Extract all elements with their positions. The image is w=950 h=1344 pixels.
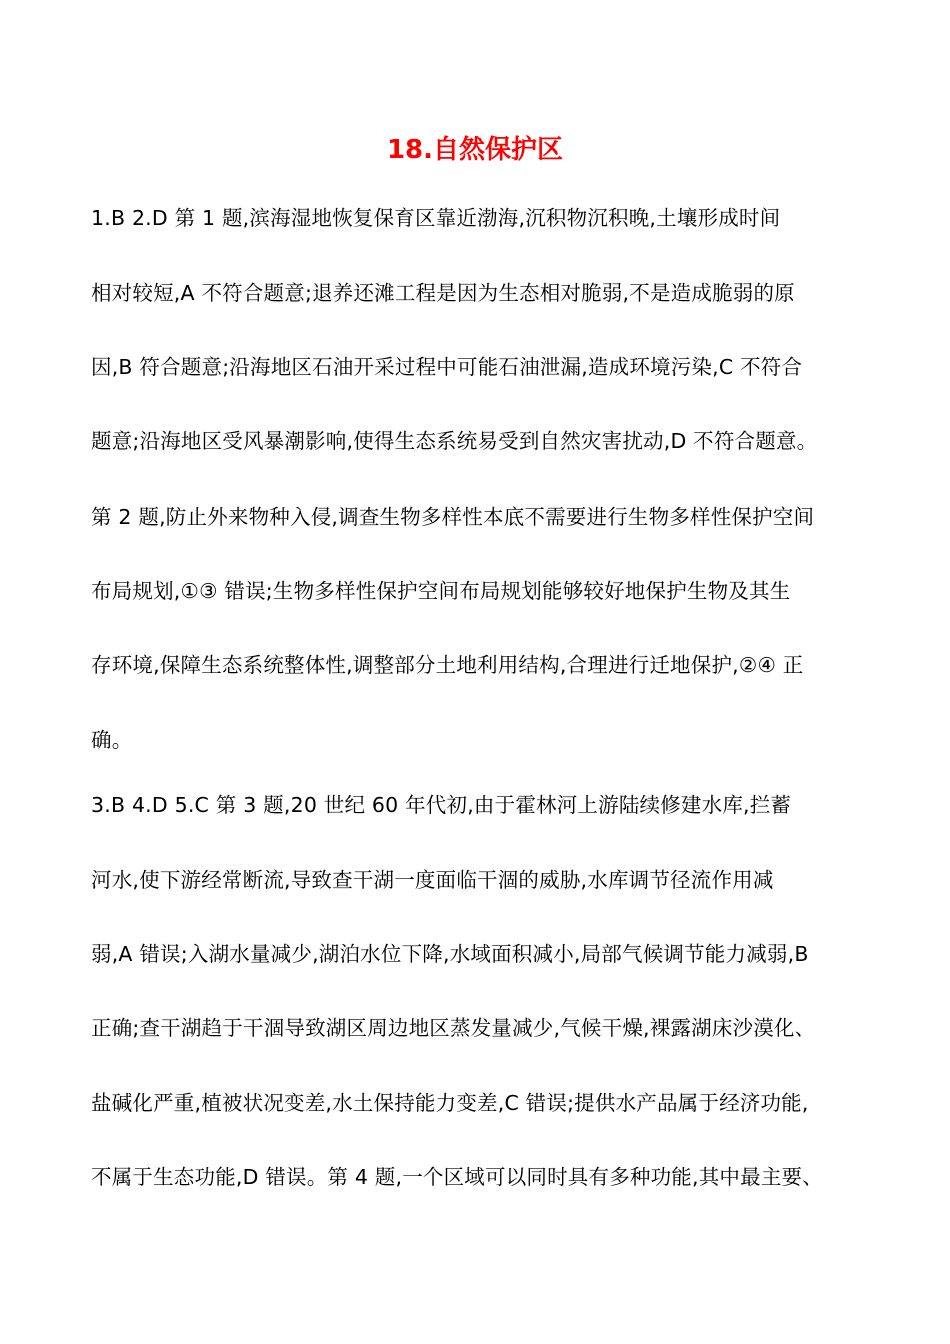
text-line-7: 存环境,保障生态系统整体性,调整部分土地利用结构,合理进行迁地保护,②④ 正 <box>91 653 804 677</box>
text-line-1: 1.B 2.D 第 1 题,滨海湿地恢复保育区靠近渤海,沉积物沉积晚,土壤形成时间 <box>91 206 781 230</box>
text-line-5: 第 2 题,防止外来物种入侵,调查生物多样性本底不需要进行生物多样性保护空间 <box>91 505 815 529</box>
text-line-14: 不属于生态功能,D 错误。第 4 题,一个区域可以同时具有多种功能,其中最主要、 <box>91 1165 823 1189</box>
page-title: 18.自然保护区 <box>386 135 564 165</box>
text-line-12: 正确;查干湖趋于干涸导致湖区周边地区蒸发量减少,气候干燥,裸露湖床沙漠化、 <box>91 1016 816 1040</box>
text-line-11: 弱,A 错误;入湖水量减少,湖泊水位下降,水域面积减小,局部气候调节能力减弱,B <box>91 942 809 966</box>
text-line-10: 河水,使下游经常断流,导致查干湖一度面临干涸的威胁,水库调节径流作用减 <box>91 868 774 892</box>
text-line-6: 布局规划,①③ 错误;生物多样性保护空间布局规划能够较好地保护生物及其生 <box>91 579 791 603</box>
text-line-4: 题意;沿海地区受风暴潮影响,使得生态系统易受到自然灾害扰动,D 不符合题意。 <box>91 429 818 453</box>
text-line-8: 确。 <box>91 728 133 752</box>
text-line-9: 3.B 4.D 5.C 第 3 题,20 世纪 60 年代初,由于霍林河上游陆续修建水库,拦蓄 <box>91 793 792 817</box>
text-line-3: 因,B 符合题意;沿海地区石油开采过程中可能石油泄漏,造成环境污染,C 不符合 <box>91 355 803 379</box>
text-line-2: 相对较短,A 不符合题意;退养还滩工程是因为生态相对脆弱,不是造成脆弱的原 <box>91 281 795 305</box>
text-line-13: 盐碱化严重,植被状况变差,水土保持能力变差,C 错误;提供水产品属于经济功能, <box>91 1091 809 1115</box>
